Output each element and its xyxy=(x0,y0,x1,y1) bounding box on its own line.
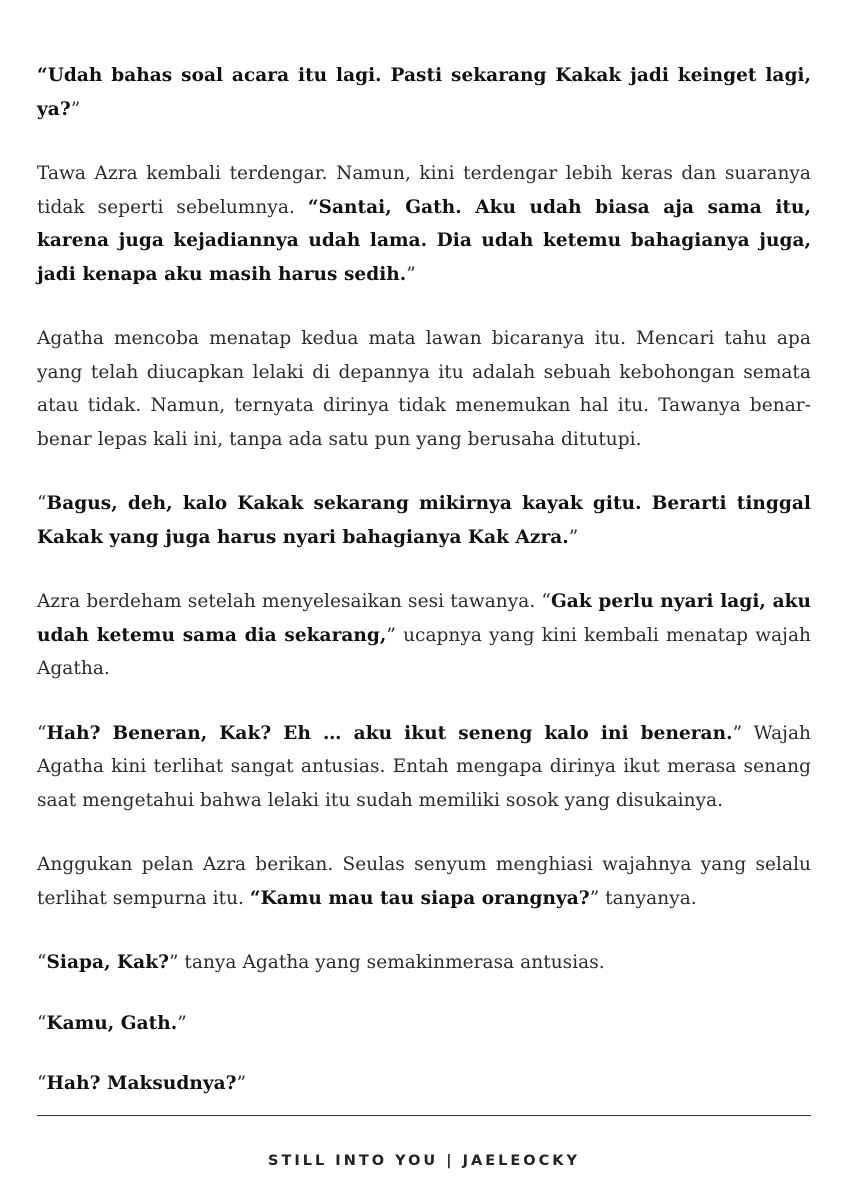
dialogue-text: Hah? Beneran, Kak? Eh … aku ikut seneng kalo ini beneran. xyxy=(46,722,733,744)
paragraph-2 xyxy=(37,157,811,291)
dialogue-text: Hah? Maksudnya? xyxy=(46,1073,237,1094)
narration-text: ” tanyanya. xyxy=(589,887,697,909)
paragraph-8 xyxy=(37,946,811,980)
dialogue-text: Kamu, Gath. xyxy=(46,1012,178,1034)
narration-text: Agatha mencoba menatap kedua mata lawan bicaranya itu. Mencari tahu apa yang telah diucapkan lelaki di depannya itu adalah sebuah kebohongan semata atau tidak. Namun, ternyata dirinya tidak menemukan hal itu. Tawanya benar-benar lepas kali ini, tanpa ada satu pun yang berusaha ditutupi. xyxy=(37,328,811,450)
narration-text: Azra berdeham setelah menyelesaikan sesi tawanya. “ xyxy=(37,591,551,612)
narration-text: “ xyxy=(37,1073,47,1094)
footer-divider xyxy=(37,1115,811,1116)
paragraph-9 xyxy=(37,1007,811,1041)
narration-text: ” xyxy=(406,263,416,285)
narration-text: “ xyxy=(37,1012,47,1034)
narration-text: ” ucapnya yang kini kembali menatap wajah Agatha. xyxy=(37,624,811,679)
narration-text: “ xyxy=(37,493,47,514)
narration-text: ” xyxy=(568,526,579,548)
narration-text: ” Wajah Agatha kini terlihat sangat antusias. Entah mengapa dirinya ikut merasa senang saat mengetahui bahwa lelaki itu sudah memiliki sosok yang disukainya. xyxy=(37,722,811,811)
paragraph-6 xyxy=(37,717,811,818)
footer-title: STILL INTO YOU | JAELEOCKY xyxy=(268,1153,580,1169)
dialogue-text: Gak perlu nyari lagi, aku udah ketemu sama dia sekarang, xyxy=(37,591,812,646)
narration-text: ” xyxy=(236,1073,247,1094)
narration-text: ” xyxy=(70,98,81,120)
paragraph-4 xyxy=(37,487,811,554)
paragraph-7 xyxy=(37,848,811,915)
paragraph-5 xyxy=(37,585,811,686)
paragraph-10 xyxy=(37,1067,811,1101)
narration-text: Tawa Azra kembali terdengar. Namun, kini terdengar lebih keras dan suaranya tidak seperti sebelumnya. xyxy=(37,163,811,218)
dialogue-text: Siapa, Kak? xyxy=(46,952,169,973)
story-body xyxy=(37,59,811,1128)
narration-text: ” tanya Agatha yang semakinmerasa antusias. xyxy=(168,952,605,973)
dialogue-text: Bagus, deh, kalo Kakak sekarang mikirnya kayak gitu. Berarti tinggal Kakak yang juga harus nyari bahagianya Kak Azra. xyxy=(37,493,811,548)
paragraph-1 xyxy=(37,59,811,126)
dialogue-text: “Udah bahas soal acara itu lagi. Pasti sekarang Kakak jadi keinget lagi, ya? xyxy=(37,65,811,120)
narration-text: “ xyxy=(37,722,47,744)
dialogue-text: “Santai, Gath. Aku udah biasa aja sama itu, karena juga kejadiannya udah lama. Dia udah ketemu bahagianya juga, jadi kenapa aku masih harus sedih. xyxy=(37,196,811,285)
dialogue-text: “Kamu mau tau siapa orangnya? xyxy=(249,887,590,909)
narration-text: “ xyxy=(37,952,47,973)
narration-text: Anggukan pelan Azra berikan. Seulas senyum menghiasi wajahnya yang selalu terlihat sempurna itu. xyxy=(37,854,811,909)
paragraph-3 xyxy=(37,322,811,456)
narration-text: ” xyxy=(177,1012,187,1034)
